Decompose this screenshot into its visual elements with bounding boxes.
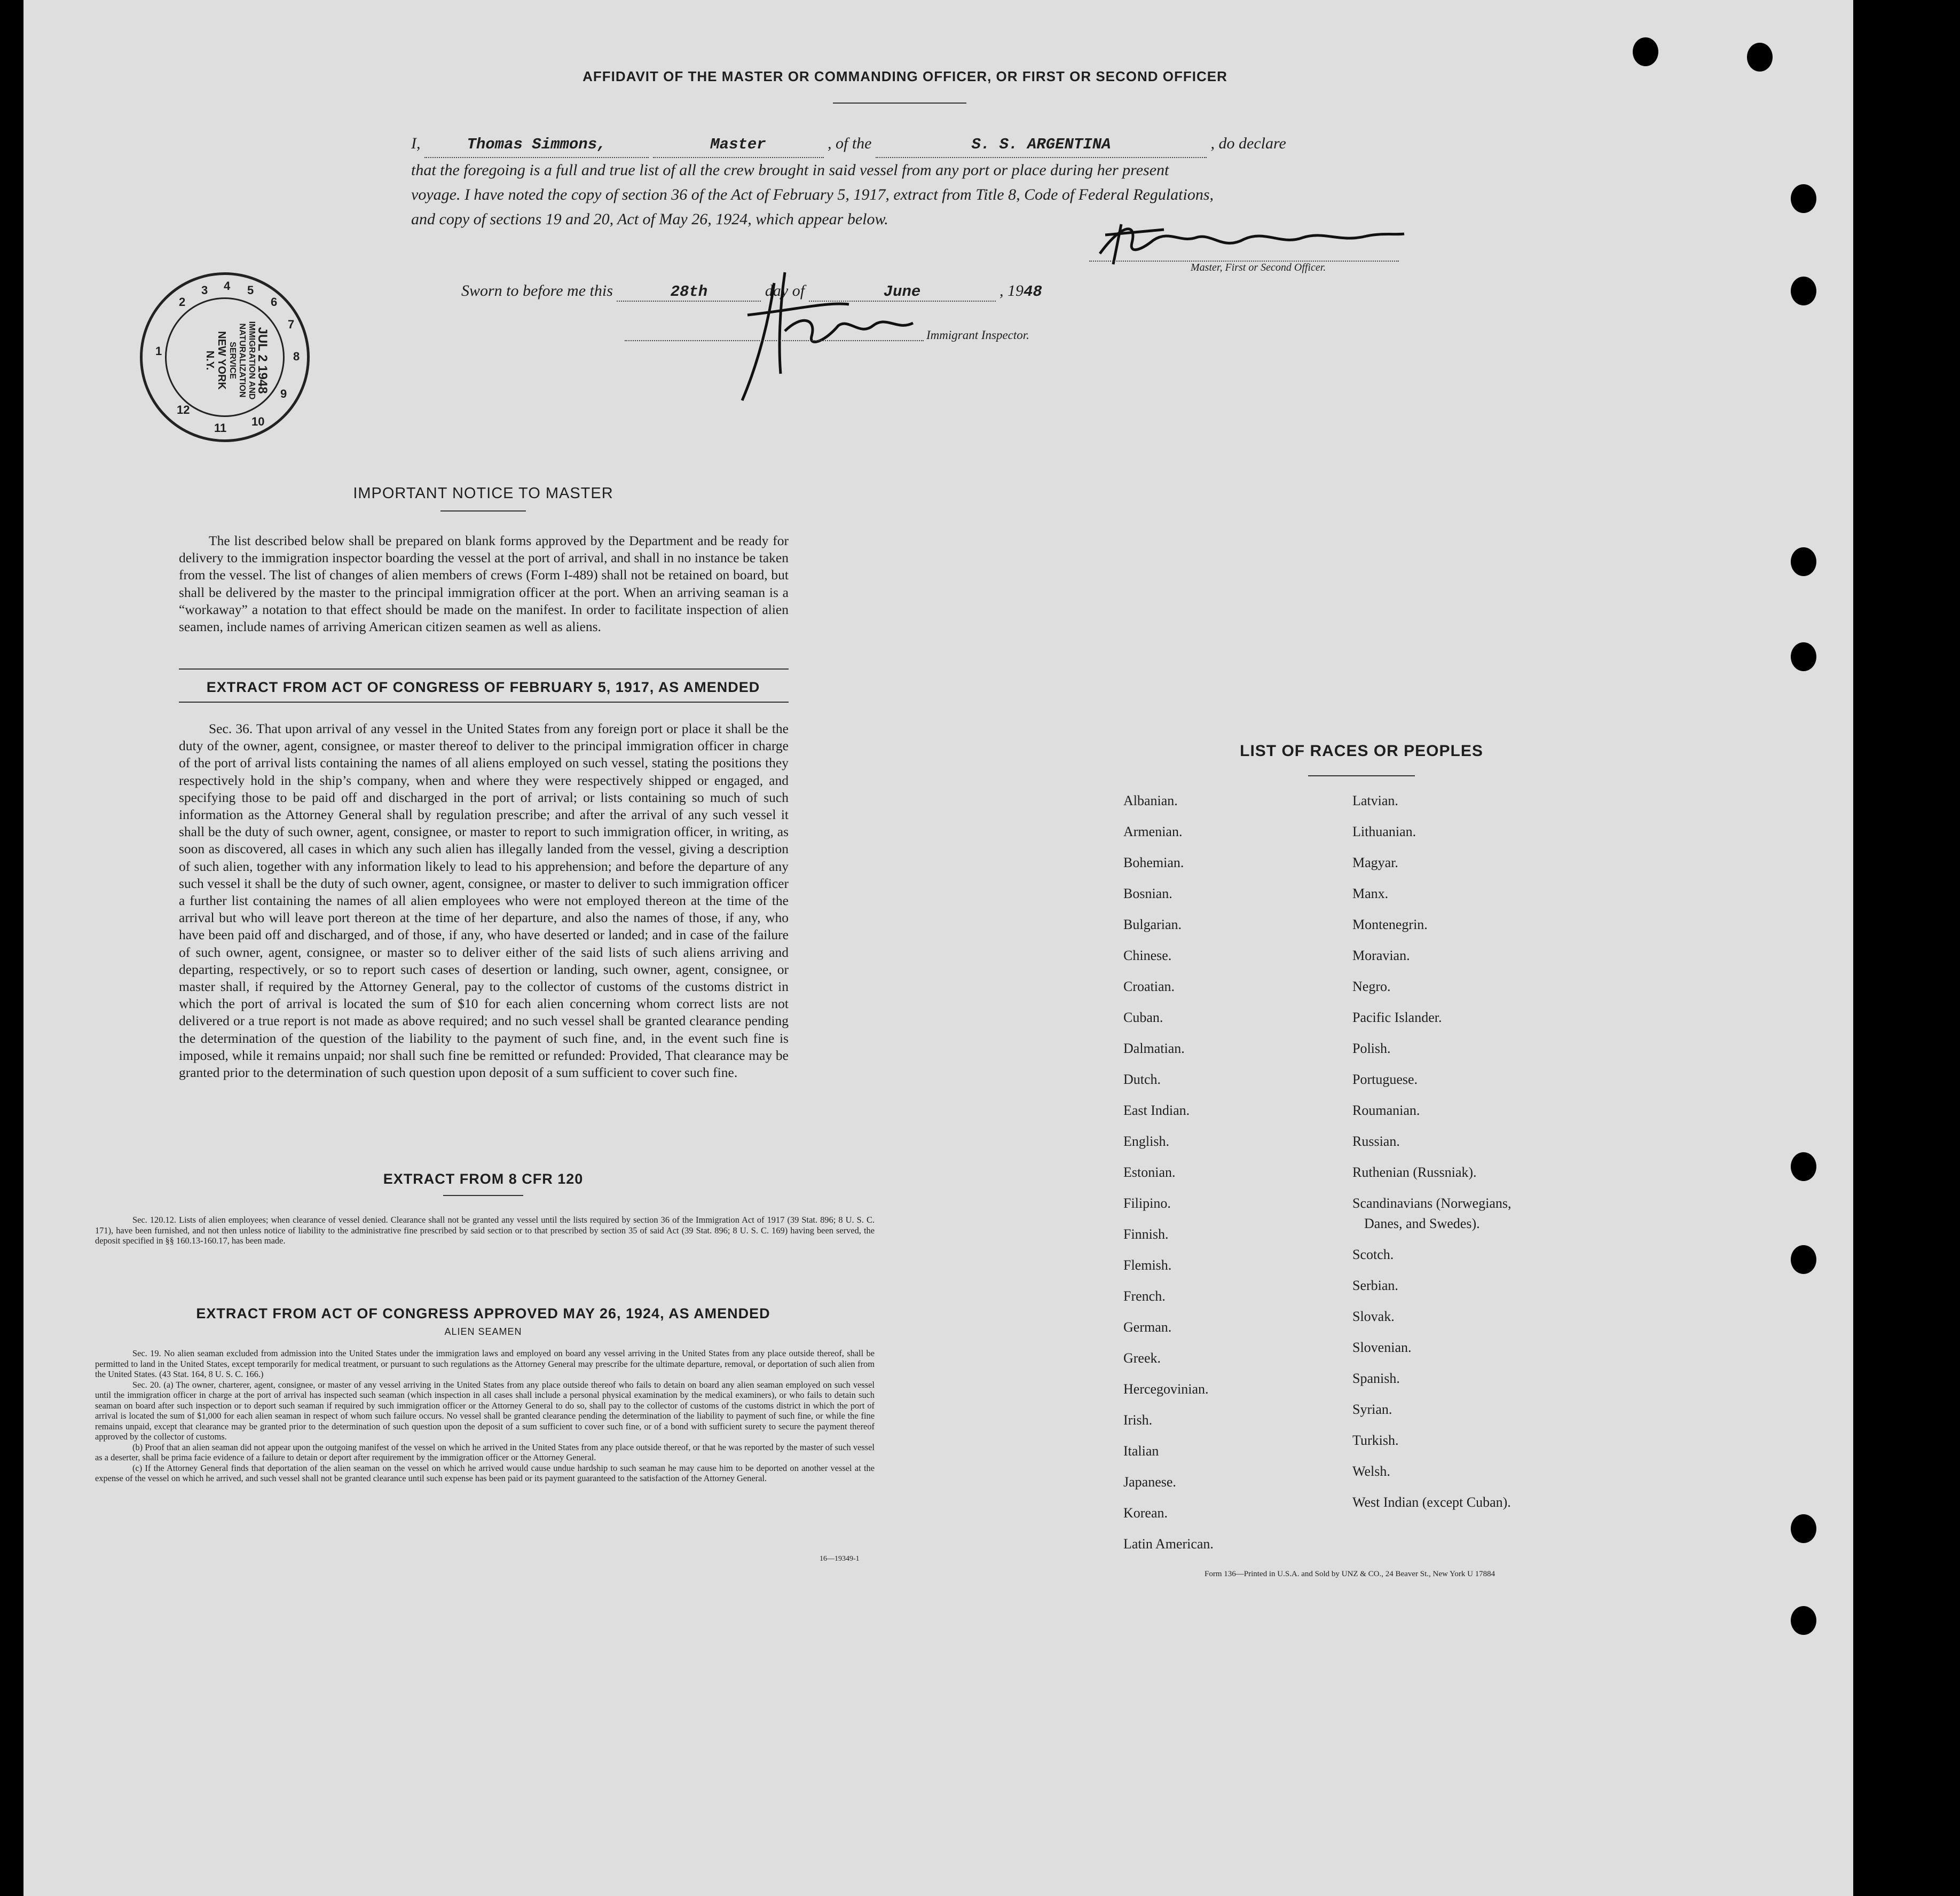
punch-hole bbox=[1791, 277, 1816, 305]
section-20c: (c) If the Attorney General finds that deportation of the alien seaman on the vessel on which he arrived would cause undue hardship to such seaman he may cause him to be deported on another vessel at the expense of the vessel on which he arrived, and such vessel shall not be granted clearance until such expense has been paid or its payment guaranteed to the satisfaction of the Attorney General. bbox=[95, 1462, 875, 1483]
race-item: Chinese. bbox=[1123, 948, 1172, 963]
stamp-ring-number: 10 bbox=[251, 415, 265, 428]
race-item: Finnish. bbox=[1123, 1226, 1169, 1242]
races-rule bbox=[1308, 775, 1415, 776]
race-item: Magyar. bbox=[1352, 855, 1398, 870]
stamp-ring-number: 5 bbox=[247, 284, 254, 297]
race-item: Moravian. bbox=[1352, 948, 1410, 963]
inspector-line bbox=[625, 340, 924, 341]
race-item: Polish. bbox=[1352, 1041, 1391, 1056]
master-name: Thomas Simmons, bbox=[424, 132, 649, 158]
sworn-month: June bbox=[809, 283, 996, 302]
extract-1917-rule bbox=[179, 702, 789, 703]
races-left-column bbox=[1123, 793, 1214, 1567]
race-item: Slovak. bbox=[1352, 1309, 1395, 1324]
race-item: Estonian. bbox=[1123, 1165, 1176, 1180]
race-item: Korean. bbox=[1123, 1505, 1168, 1521]
stamp-ring-number: 9 bbox=[280, 387, 287, 400]
extract-cfr-title: EXTRACT FROM 8 CFR 120 bbox=[383, 1171, 584, 1187]
race-item: Welsh. bbox=[1352, 1464, 1390, 1479]
master-rank: Master bbox=[653, 132, 824, 158]
section-19: Sec. 19. No alien seaman excluded from admission into the United States under the immigration laws and employed on board any vessel arriving in the United States from any place outside thereof, shall be permitted to land in the United States, except temporarily for medical treatment, or pursuant to such regulations as the Attorney General may prescribe for the ultimate departure, removal, or deportation of such alien from the United States. (43 Stat. 164, 8 U. S. C. 166.) bbox=[95, 1348, 875, 1379]
race-item: Armenian. bbox=[1123, 824, 1183, 839]
punch-hole bbox=[1791, 1245, 1816, 1274]
race-item: Irish. bbox=[1123, 1412, 1153, 1428]
race-item: Turkish. bbox=[1352, 1433, 1399, 1448]
race-item: Serbian. bbox=[1352, 1278, 1398, 1293]
race-item: French. bbox=[1123, 1288, 1166, 1304]
stamp-ring-number: 1 bbox=[155, 344, 162, 358]
extract-cfr-rule bbox=[443, 1195, 523, 1196]
extract-1917-body: Sec. 36. That upon arrival of any vessel in the United States from any foreign port or place it shall be the duty of the owner, agent, consignee, or master thereof to deliver to the principal immigration officer in charge of the port of arrival lists containing the names of all aliens employed on such vessel, stating the positions they respectively hold in the ship’s company, when and where they were respectively shipped or engaged, and specifying those to be paid off and discharged in the port of arrival; or lists containing so much of such information as the Attorney General shall by regulation prescribe; and after the arrival of any such vessel it shall be the duty of such owner, agent, consignee, or master to report to such immigration officer, in writing, as soon as discovered, all cases in which any such alien has illegally landed from the vessel, giving a description of such alien, together with any information likely to lead to his apprehension; and before the departure of any such vessel it shall be the duty of such owner, agent, consignee, or master to deliver to such immigration officer a further list containing the names of all alien employees who were not employed thereon at the time of the arrival but who will leave port thereon at the time of her departure, and also the names of those, if any, who have been paid off and discharged, and of those, if any, who have deserted or landed; and in case of the failure of such owner, agent, consignee, or master so to deliver either of the said lists of such aliens arriving and departing, respectively, or so to report such cases of desertion or landing, such owner, agent, consignee, or master shall, if required by the Attorney General, pay to the collector of customs of the customs district in which the port of arrival is located the sum of $10 for each alien concerning whom correct lists are not delivered or a true report is not made as above required; and no such vessel shall be granted clearance pending the determination of the question of the liability to the payment of such fine, and, in the event such fine is imposed, while it remains unpaid; nor shall such fine be remitted or refunded: Provided, That clearance may be granted prior to the determination of such question upon deposit of a sum sufficient to cover such fine. bbox=[179, 721, 789, 1081]
race-item: Dutch. bbox=[1123, 1072, 1161, 1087]
sworn-year: 48 bbox=[1024, 283, 1042, 301]
races-title: LIST OF RACES OR PEOPLES bbox=[1240, 742, 1483, 760]
form-number: 16—19349-1 bbox=[820, 1555, 860, 1563]
race-item: English. bbox=[1123, 1134, 1169, 1149]
stamp-ring-number: 12 bbox=[177, 403, 190, 416]
stamp-ring-number: 11 bbox=[214, 421, 227, 435]
race-item: Japanese. bbox=[1123, 1474, 1176, 1490]
race-item: Filipino. bbox=[1123, 1195, 1171, 1211]
race-item: Latin American. bbox=[1123, 1536, 1214, 1552]
notice-body: The list described below shall be prepared on blank forms approved by the Department and be ready for delivery to the immigration inspector boarding the vessel at the port of arrival, and shall in no instance be taken from the vessel. The list of changes of alien members of crews (Form I-489) shall not be retained on board, but shall be delivered by the master to the principal immigration officer at the port. When an arriving seaman is a “workaway” a notation to that effect should be made on the manifest. In order to facilitate inspection of alien seamen, include names of arriving American citizen seamen as well as aliens. bbox=[179, 533, 789, 635]
affidavit-title: AFFIDAVIT OF THE MASTER OR COMMANDING OFFICER, OR FIRST OR SECOND OFFICER bbox=[583, 68, 1227, 84]
extract-1917-title: EXTRACT FROM ACT OF CONGRESS OF FEBRUARY 5, 1917, AS AMENDED bbox=[206, 679, 760, 695]
race-item: Portuguese. bbox=[1352, 1072, 1418, 1087]
race-item: Flemish. bbox=[1123, 1257, 1172, 1273]
race-item: Scotch. bbox=[1352, 1247, 1394, 1262]
stamp-date: JUL 2 1948 bbox=[255, 327, 270, 394]
signature-caption: Master, First or Second Officer. bbox=[1191, 262, 1326, 273]
race-item: Latvian. bbox=[1352, 793, 1398, 808]
stamp-city: NEW YORK bbox=[216, 331, 227, 390]
affidavit-line-4: and copy of sections 19 and 20, Act of May 26, 1924, which appear below. bbox=[411, 210, 888, 228]
inspector-signature bbox=[689, 251, 929, 411]
stamp-ring-number: 3 bbox=[201, 284, 208, 297]
extract-1924-title: EXTRACT FROM ACT OF CONGRESS APPROVED MAY 26, 1924, AS AMENDED bbox=[196, 1305, 770, 1321]
notice-rule bbox=[440, 510, 526, 512]
printer-imprint: Form 136—Printed in U.S.A. and Sold by UNZ & CO., 24 Beaver St., New York U 17884 bbox=[1205, 1570, 1495, 1578]
notice-title: IMPORTANT NOTICE TO MASTER bbox=[353, 485, 613, 502]
affidavit-line-2: that the foregoing is a full and true list of all the crew brought in said vessel from any port or place during her present bbox=[411, 161, 1169, 179]
race-item: Bulgarian. bbox=[1123, 917, 1182, 932]
race-item: Albanian. bbox=[1123, 793, 1178, 808]
punch-hole bbox=[1791, 547, 1816, 576]
stamp-ring-number: 4 bbox=[224, 279, 231, 293]
title-rule bbox=[833, 103, 966, 104]
race-item: Negro. bbox=[1352, 979, 1391, 994]
race-item: Cuban. bbox=[1123, 1010, 1163, 1025]
race-item: Bohemian. bbox=[1123, 855, 1184, 870]
race-item: Ruthenian (Russniak). bbox=[1352, 1165, 1477, 1180]
race-item: Dalmatian. bbox=[1123, 1041, 1185, 1056]
stamp-text bbox=[193, 315, 268, 406]
section-20b: (b) Proof that an alien seaman did not appear upon the outgoing manifest of the vessel on which he arrived in the United States from any place outside thereof, or that he was reported by the master of such vessel as a deserter, shall be prima facie evidence of a failure to detain or deport after requirement by the immigration officer or the Attorney General. bbox=[95, 1442, 875, 1462]
vessel-name: S. S. ARGENTINA bbox=[876, 132, 1207, 158]
punch-hole bbox=[1791, 184, 1816, 213]
race-item: West Indian (except Cuban). bbox=[1352, 1494, 1511, 1510]
stamp-ring-number: 7 bbox=[288, 318, 295, 331]
sworn-day: 28th bbox=[617, 283, 761, 302]
extract-1917-rule-top bbox=[179, 668, 789, 670]
races-right-column bbox=[1352, 793, 1511, 1525]
race-item: Spanish. bbox=[1352, 1371, 1400, 1386]
year-prefix: , 19 bbox=[999, 282, 1024, 300]
extract-1924-body bbox=[95, 1348, 875, 1484]
race-item: Danes, and Swedes). bbox=[1364, 1216, 1480, 1231]
race-item: Croatian. bbox=[1123, 979, 1175, 994]
race-item: East Indian. bbox=[1123, 1103, 1190, 1118]
race-item: Italian bbox=[1123, 1443, 1159, 1459]
extract-1924-subtitle: ALIEN SEAMEN bbox=[444, 1326, 522, 1337]
punch-hole bbox=[1633, 37, 1658, 66]
punch-hole bbox=[1747, 43, 1773, 72]
race-item: Bosnian. bbox=[1123, 886, 1172, 901]
inspector-caption: Immigrant Inspector. bbox=[926, 328, 1029, 342]
extract-cfr-body: Sec. 120.12. Lists of alien employees; when clearance of vessel denied. Clearance shall not be granted any vessel until the lists required by section 36 of the Immigration Act of 1917 (39 Stat. 896; 8 U. S. C. 171), have been furnished, and not then unless notice of liability to the administrative fine prescribed by said section or to that prescribed by section 35 of said Act (39 Stat. 896; 8 U. S. C. 169) having been served, the deposit specified in §§ 160.13-160.17, has been made. bbox=[95, 1215, 875, 1246]
race-item: Montenegrin. bbox=[1352, 917, 1428, 932]
stamp-state: N.Y. bbox=[204, 350, 216, 371]
sworn-prefix: Sworn to before me this bbox=[461, 282, 613, 300]
race-item: Greek. bbox=[1123, 1350, 1161, 1366]
punch-hole bbox=[1791, 1152, 1816, 1181]
race-item: German. bbox=[1123, 1319, 1172, 1335]
race-item: Lithuanian. bbox=[1352, 824, 1416, 839]
punch-hole bbox=[1791, 642, 1816, 671]
stamp-ring-number: 2 bbox=[179, 295, 186, 309]
affidavit-line-3: voyage. I have noted the copy of section 36 of the Act of February 5, 1917, extract from Title 8, Code of Federal Regulations, bbox=[411, 186, 1214, 203]
race-item: Syrian. bbox=[1352, 1402, 1392, 1417]
declarant-prefix: I, bbox=[411, 135, 421, 152]
race-item: Pacific Islander. bbox=[1352, 1010, 1442, 1025]
of-the-label: , of the bbox=[828, 135, 872, 152]
race-item: Russian. bbox=[1352, 1134, 1400, 1149]
stamp-ring-number: 8 bbox=[293, 350, 300, 363]
punch-hole bbox=[1791, 1606, 1816, 1635]
declare-label: , do declare bbox=[1210, 135, 1286, 152]
race-item: Roumanian. bbox=[1352, 1103, 1420, 1118]
race-item: Hercegovinian. bbox=[1123, 1381, 1209, 1397]
punch-hole bbox=[1791, 1514, 1816, 1543]
stamp-ring-number: 6 bbox=[271, 295, 278, 309]
race-item: Slovenian. bbox=[1352, 1340, 1412, 1355]
stamp-agency: IMMIGRATION AND NATURALIZATION SERVICE bbox=[228, 321, 256, 400]
immigration-stamp bbox=[140, 272, 310, 442]
section-20a: Sec. 20. (a) The owner, charterer, agent, consignee, or master of any vessel arriving in the United States from any place outside thereof who fails to detain on board any alien seaman employed on such vessel until the immigration officer in charge at the port of arrival has inspected such seaman (which inspection in all cases shall include a personal physical examination by the medical examiners), or who fails to detain such seaman on board after such inspection or to deport such seaman if required by such immigration officer or the Attorney General to do so, shall pay to the collector of customs of the customs district in which the port of arrival is located the sum of $1,000 for each alien seaman in respect of whom such failure occurs. No vessel shall be granted clearance pending the determination of the liability to payment of such fine, or while the fine remains unpaid, except that clearance may be granted prior to the determination of such question upon the deposit of a sum sufficient to cover such fine, or of a bond with sufficient surety to secure the payment thereof approved by the collector of customs. bbox=[95, 1379, 875, 1442]
day-of-label: day of bbox=[765, 282, 805, 300]
race-item: Scandinavians (Norwegians, bbox=[1352, 1195, 1512, 1211]
race-item: Manx. bbox=[1352, 886, 1389, 901]
